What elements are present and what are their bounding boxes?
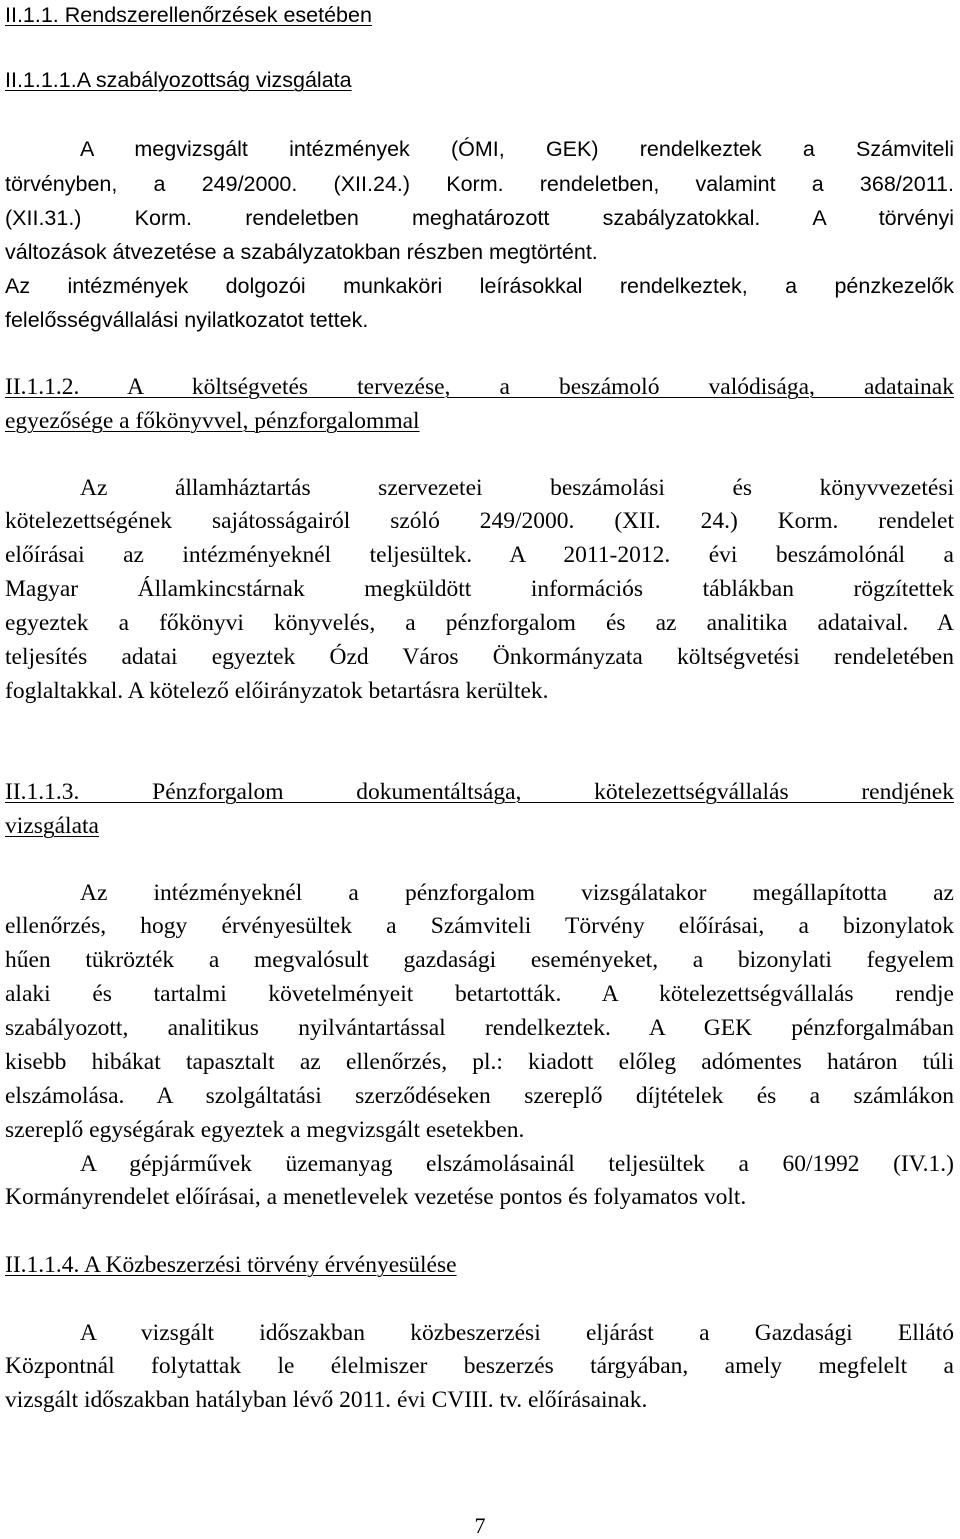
page-number: 7 — [474, 1513, 486, 1538]
subsection-heading: vizsgálata — [5, 813, 99, 839]
paragraph-line: kötelezettségének sajátosságairól szóló 249/2000. (XII. 24.) Korm. rendelet — [5, 508, 954, 534]
paragraph-line: kisebb hibákat tapasztalt az ellenőrzés, pl.: kiadott előleg adómentes határon túli — [5, 1049, 954, 1075]
subsection-heading: II.1.1.1.A szabályozottság vizsgálata — [5, 68, 352, 92]
paragraph-line: szabályozott, analitikus nyilvántartással rendelkeztek. A GEK pénzforgalmában — [5, 1015, 954, 1041]
paragraph-line: egyeztek a főkönyvi könyvelés, a pénzforgalom és az analitika adataival. A — [5, 610, 954, 636]
paragraph-line: Központnál folytattak le élelmiszer beszerzés tárgyában, amely megfelelt a — [5, 1353, 954, 1379]
paragraph-line: alaki és tartalmi követelményeit betartották. A kötelezettségvállalás rendje — [5, 981, 954, 1007]
paragraph-line: Az intézményeknél a pénzforgalom vizsgálatakor megállapította az — [80, 880, 954, 906]
paragraph-line: Kormányrendelet előírásai, a menetlevelek vezetése pontos és folyamatos volt. — [5, 1184, 747, 1210]
paragraph-line: hűen tükrözték a megvalósult gazdasági eseményeket, a bizonylati fegyelem — [5, 947, 954, 973]
subsection-heading: II.1.1.3. Pénzforgalom dokumentáltsága, kötelezettségvállalás rendjének — [5, 779, 954, 805]
paragraph-line: vizsgált időszakban hatályban lévő 2011. évi CVIII. tv. előírásainak. — [5, 1387, 648, 1413]
paragraph-line: ellenőrzés, hogy érvényesültek a Számviteli Törvény előírásai, a bizonylatok — [5, 913, 954, 939]
paragraph-line: A vizsgált időszakban közbeszerzési eljárást a Gazdasági Ellátó — [80, 1320, 954, 1346]
subsection-heading: II.1.1.2. A költségvetés tervezése, a beszámoló valódisága, adatainak — [5, 374, 954, 400]
paragraph-line: változások átvezetése a szabályzatokban részben megtörtént. — [5, 240, 598, 264]
paragraph-line: A megvizsgált intézmények (ÓMI, GEK) rendelkeztek a Számviteli — [80, 137, 954, 161]
paragraph-line: Az intézmények dolgozói munkaköri leírásokkal rendelkeztek, a pénzkezelők — [5, 274, 954, 298]
paragraph-line: foglaltakkal. A kötelező előirányzatok betartásra kerültek. — [5, 678, 549, 704]
paragraph-line: (XII.31.) Korm. rendeletben meghatározott szabályzatokkal. A törvényi — [5, 206, 954, 230]
paragraph-line: elszámolása. A szolgáltatási szerződéseken szereplő díjtételek és a számlákon — [5, 1083, 954, 1109]
paragraph-line: Az államháztartás szervezetei beszámolási és könyvvezetési — [80, 475, 954, 501]
paragraph-line: A gépjárművek üzemanyag elszámolásainál teljesültek a 60/1992 (IV.1.) — [80, 1151, 954, 1177]
section-heading: II.1.1. Rendszerellenőrzések esetében — [5, 3, 372, 27]
paragraph-line: szereplő egységárak egyeztek a megvizsgált esetekben. — [5, 1117, 525, 1143]
paragraph-line: törvényben, a 249/2000. (XII.24.) Korm. rendeletben, valamint a 368/2011. — [5, 172, 954, 196]
subsection-heading: egyezősége a főkönyvvel, pénzforgalommal — [5, 408, 420, 434]
paragraph-line: teljesítés adatai egyeztek Ózd Város Önkormányzata költségvetési rendeletében — [5, 644, 954, 670]
paragraph-line: felelősségvállalási nyilatkozatot tettek. — [5, 308, 369, 332]
subsection-heading: II.1.1.4. A Közbeszerzési törvény érvényesülése — [5, 1252, 457, 1278]
paragraph-line: Magyar Államkincstárnak megküldött információs táblákban rögzítettek — [5, 576, 954, 602]
paragraph-line: előírásai az intézményeknél teljesültek. A 2011-2012. évi beszámolónál a — [5, 542, 954, 568]
